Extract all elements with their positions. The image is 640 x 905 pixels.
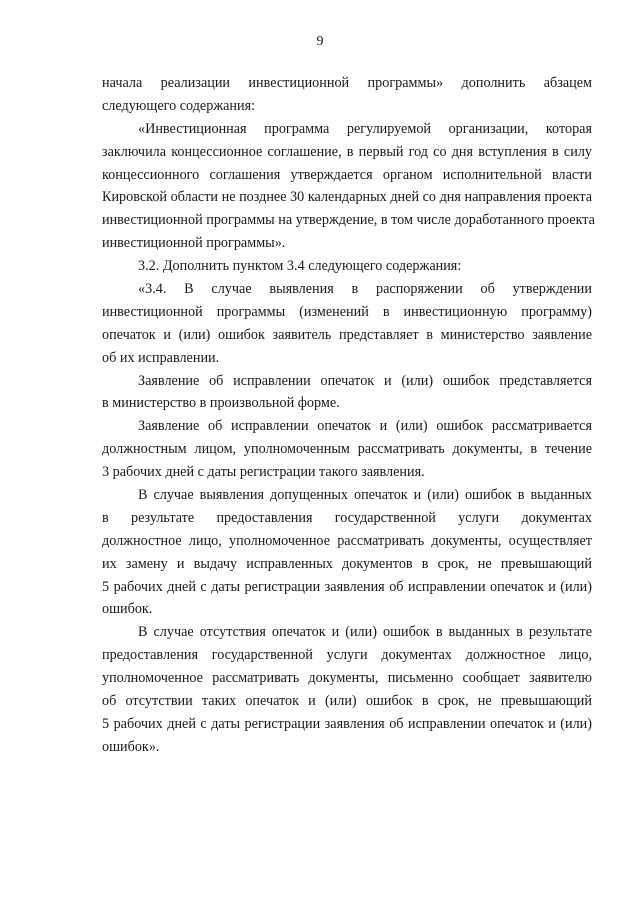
- page-number: 9: [316, 34, 324, 49]
- text-line: 3 рабочих дней с даты регистрации такого заявления.: [102, 464, 425, 481]
- text-line: в результате предоставления государственной услуги документах: [102, 509, 592, 526]
- text-line: в министерство в произвольной форме.: [102, 395, 340, 412]
- text-line: концессионного соглашения утверждается органом исполнительной власти: [102, 166, 592, 183]
- text-line: заключила концессионное соглашение, в первый год со дня вступления в силу: [102, 143, 592, 160]
- text-line: инвестиционной программы».: [102, 235, 286, 252]
- text-line: их замену и выдачу исправленных документов в срок, не превышающий: [102, 555, 592, 572]
- text-line: 5 рабочих дней с даты регистрации заявления об исправлении опечаток и (или): [102, 715, 592, 732]
- text-line: Заявление об исправлении опечаток и (или) ошибок рассматривается: [138, 418, 592, 435]
- text-line: уполномоченное рассматривать документы, письменно сообщает заявителю: [102, 670, 592, 687]
- text-line: опечаток и (или) ошибок заявитель представляет в министерство заявление: [102, 326, 592, 343]
- text-line: «Инвестиционная программа регулируемой организации, которая: [138, 120, 592, 137]
- text-line: об отсутствии таких опечаток и (или) ошибок в срок, не превышающий: [102, 693, 592, 710]
- text-line: предоставления государственной услуги документах должностное лицо,: [102, 647, 592, 664]
- text-line: инвестиционной программы на утверждение, в том числе доработанного проекта: [102, 212, 595, 229]
- text-line: Заявление об исправлении опечаток и (или) ошибок представляется: [138, 372, 592, 389]
- text-line: В случае выявления допущенных опечаток и (или) ошибок в выданных: [138, 487, 592, 504]
- text-line: ошибок».: [102, 738, 160, 755]
- text-line: 3.2. Дополнить пунктом 3.4 следующего содержания:: [138, 258, 462, 275]
- text-line: должностным лицом, уполномоченным рассматривать документы, в течение: [102, 441, 592, 458]
- text-line: об их исправлении.: [102, 349, 220, 366]
- text-line: следующего содержания:: [102, 97, 256, 114]
- text-line: должностное лицо, уполномоченное рассматривать документы, осуществляет: [102, 532, 592, 549]
- text-line: 5 рабочих дней с даты регистрации заявления об исправлении опечаток и (или): [102, 578, 592, 595]
- text-line: ошибок.: [102, 601, 153, 618]
- text-line: инвестиционной программы (изменений в инвестиционную программу): [102, 303, 592, 320]
- text-line: начала реализации инвестиционной программы» дополнить абзацем: [102, 75, 592, 91]
- document-body: [102, 72, 595, 759]
- text-line: Кировской области не позднее 30 календарных дней со дня направления проекта: [102, 189, 592, 206]
- text-line: «3.4. В случае выявления в распоряжении об утверждении: [138, 281, 592, 298]
- text-line: В случае отсутствия опечаток и (или) ошибок в выданных в результате: [138, 624, 592, 641]
